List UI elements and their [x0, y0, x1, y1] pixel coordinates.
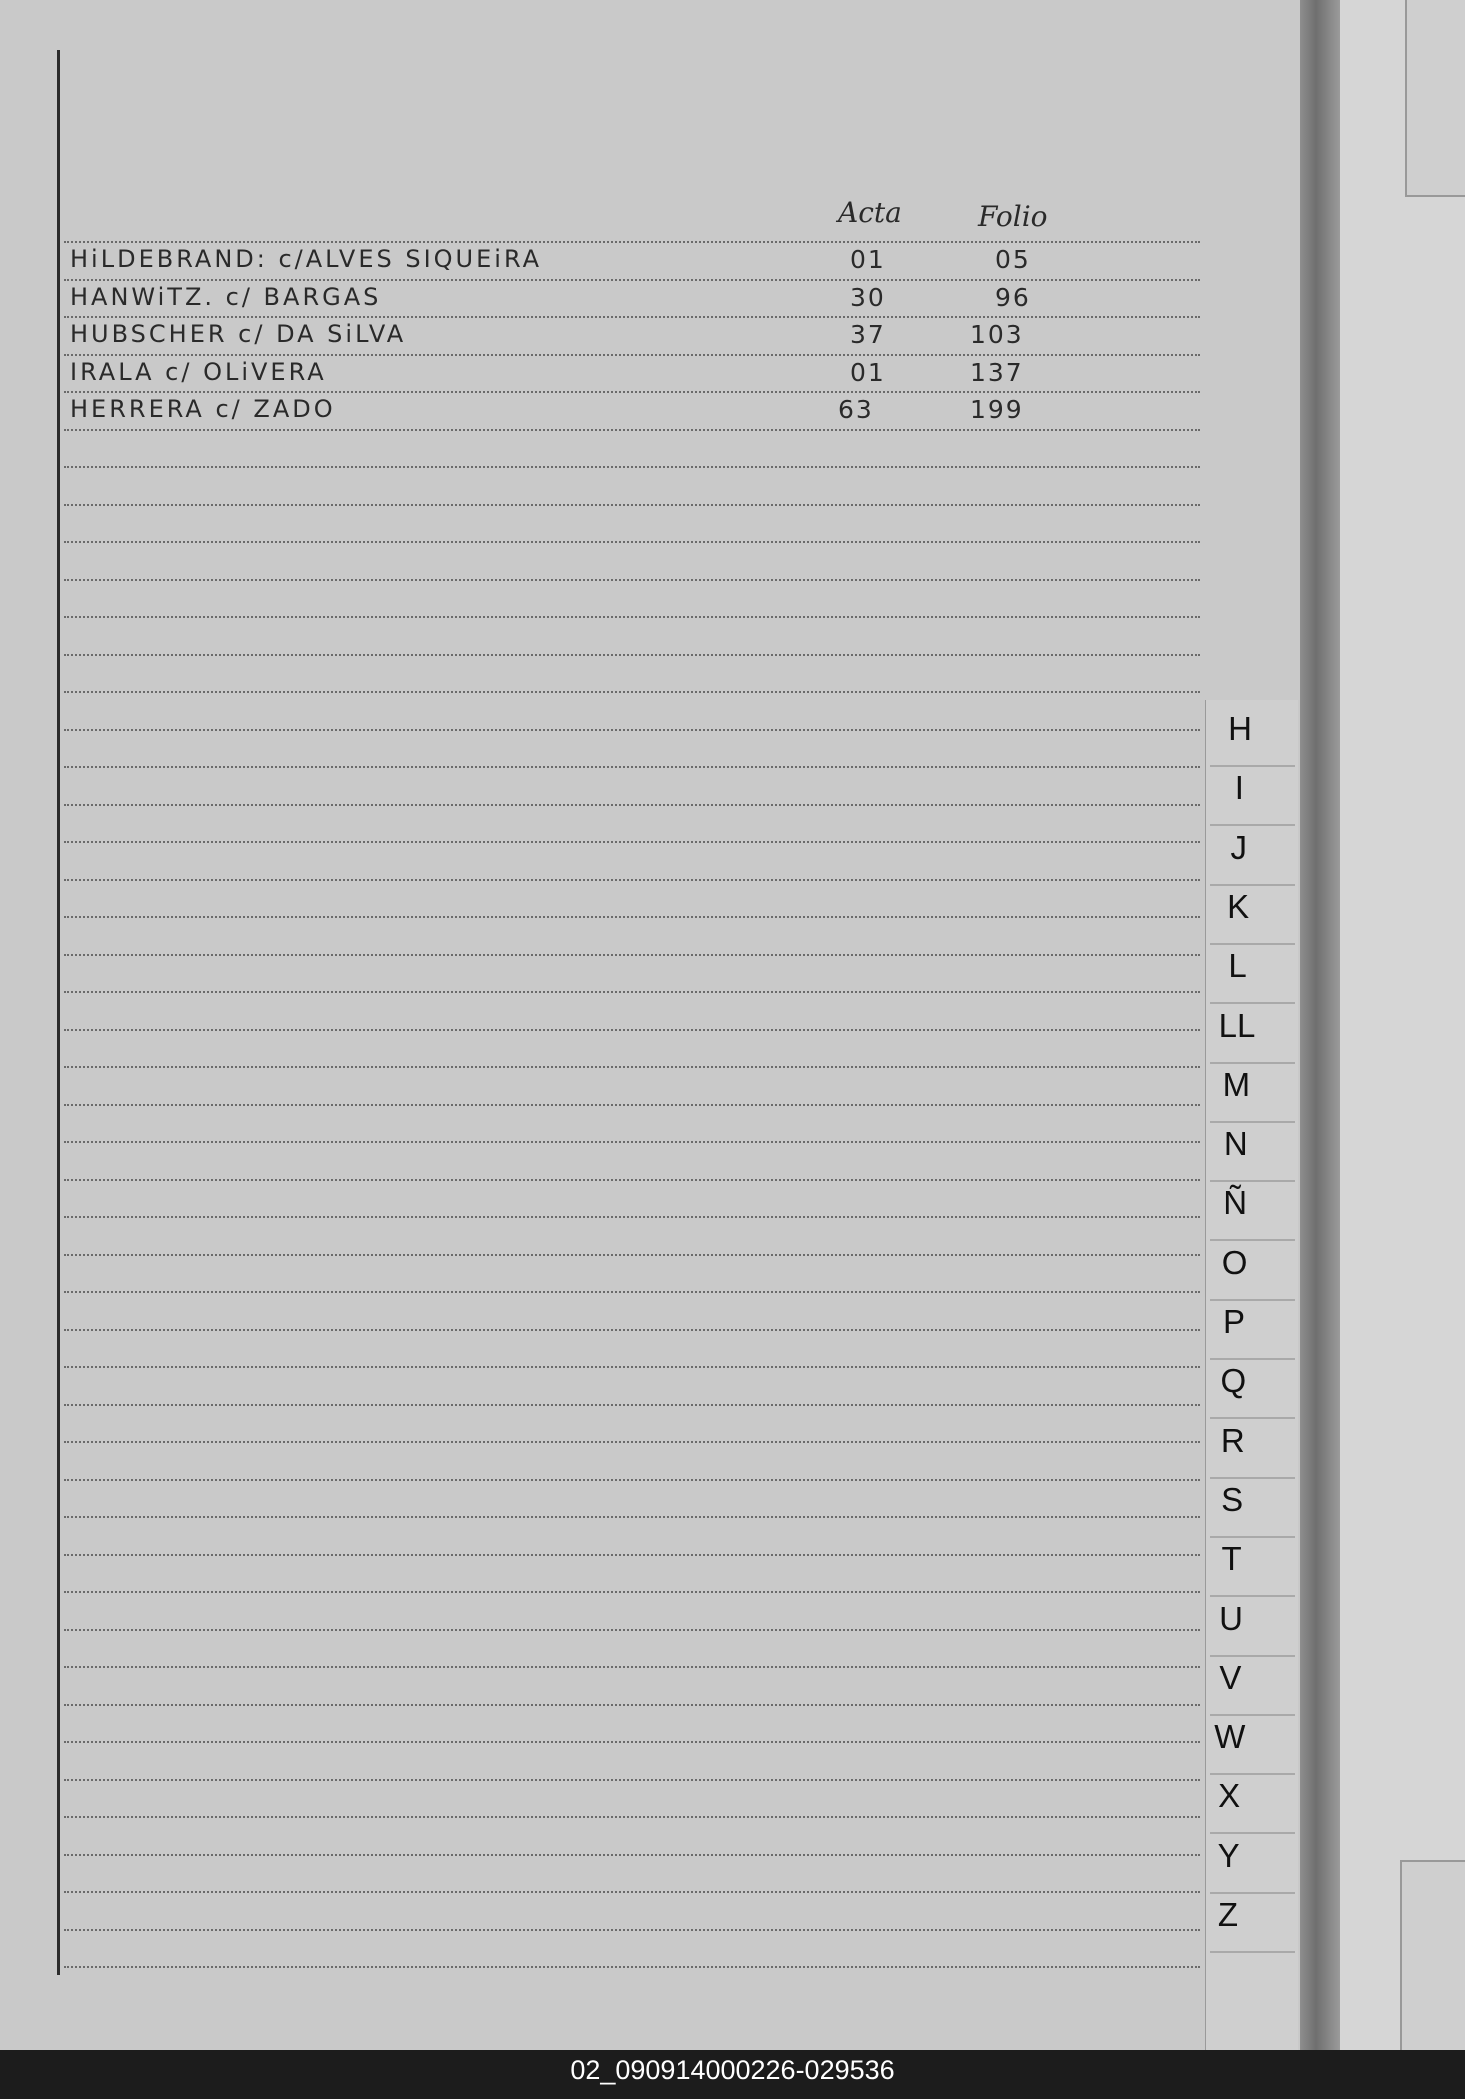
entry-folio: 103: [970, 320, 1024, 349]
book-cover: [1340, 0, 1465, 2050]
entry-name: HANWiTZ. c/ BARGAS: [70, 282, 382, 311]
tab-separator: [1210, 884, 1295, 886]
col-header-folio: Folio: [978, 200, 1048, 233]
index-tab[interactable]: N: [1223, 1125, 1248, 1163]
entry-folio: 05: [995, 245, 1031, 274]
tab-separator: [1210, 824, 1295, 826]
index-tab[interactable]: I: [1234, 769, 1244, 807]
ruled-line: [64, 429, 1200, 431]
tab-separator: [1210, 1595, 1295, 1597]
index-tab[interactable]: Y: [1217, 1836, 1240, 1874]
ruled-line: [64, 1741, 1200, 1743]
ruled-line: [64, 316, 1200, 318]
entry-acta: 01: [850, 357, 886, 387]
index-tab[interactable]: LL: [1218, 1006, 1256, 1044]
ruled-line: [64, 654, 1200, 656]
index-tab[interactable]: K: [1227, 887, 1250, 925]
tab-separator: [1210, 1951, 1295, 1953]
ruled-line: [64, 1704, 1200, 1706]
tab-separator: [1210, 1239, 1295, 1241]
ruled-line: [64, 1066, 1200, 1068]
ruled-line: [64, 391, 1200, 393]
ruled-line: [64, 729, 1200, 731]
ruled-line: [64, 1029, 1200, 1031]
ruled-line: [64, 579, 1200, 581]
ruled-line: [64, 1629, 1200, 1631]
tab-separator: [1210, 943, 1295, 945]
tab-separator: [1210, 1655, 1295, 1657]
ruled-line: [64, 1216, 1200, 1218]
ruled-line: [64, 354, 1200, 356]
index-tab[interactable]: Ñ: [1223, 1184, 1248, 1222]
tab-separator: [1210, 1714, 1295, 1716]
entry-acta: 37: [850, 320, 886, 349]
index-tab[interactable]: V: [1219, 1658, 1242, 1696]
index-tab[interactable]: T: [1221, 1540, 1242, 1578]
ruled-line: [64, 804, 1200, 806]
ruled-line: [64, 1516, 1200, 1518]
tab-separator: [1210, 1536, 1295, 1538]
ruled-line: [64, 1141, 1200, 1143]
ruled-line: [64, 1479, 1200, 1481]
index-tab[interactable]: X: [1218, 1777, 1241, 1815]
ruled-line: [64, 1591, 1200, 1593]
entry-name: IRALA c/ OLiVERA: [70, 357, 327, 386]
tab-separator: [1210, 1892, 1295, 1894]
entry-name: HUBSCHER c/ DA SiLVA: [70, 320, 407, 348]
entry-acta: 63: [838, 395, 874, 424]
margin-line: [57, 50, 60, 1975]
entry-folio: 137: [970, 357, 1024, 387]
ruled-line: [64, 1104, 1200, 1106]
ruled-line: [64, 466, 1200, 468]
tab-separator: [1210, 765, 1295, 767]
index-tab[interactable]: Z: [1217, 1896, 1239, 1933]
entry-name: HiLDEBRAND: c/ALVES SIQUEiRA: [70, 245, 543, 273]
ruled-line: [64, 1854, 1200, 1856]
tab-separator: [1210, 1477, 1295, 1479]
ruled-line: [64, 279, 1200, 281]
clip-bottom: [1400, 1860, 1465, 2052]
tab-separator: [1210, 1062, 1295, 1064]
index-tab[interactable]: W: [1214, 1718, 1246, 1756]
entry-folio: 199: [970, 395, 1024, 424]
ruled-line: [64, 1366, 1200, 1368]
ruled-line: [64, 1966, 1200, 1968]
ruled-line: [64, 916, 1200, 918]
ruled-line: [64, 616, 1200, 618]
ruled-line: [64, 841, 1200, 843]
ruled-line: [64, 766, 1200, 768]
index-tab[interactable]: M: [1222, 1065, 1251, 1103]
ruled-line: [64, 1816, 1200, 1818]
tab-separator: [1210, 1180, 1295, 1182]
ruled-line: [64, 1291, 1200, 1293]
ruled-line: [64, 1329, 1200, 1331]
clip-top: [1405, 0, 1465, 197]
tab-separator: [1210, 1417, 1295, 1419]
ruled-line: [64, 1441, 1200, 1443]
ruled-line: [64, 1929, 1200, 1931]
index-tab[interactable]: J: [1230, 828, 1248, 866]
ruled-line: [64, 1891, 1200, 1893]
ruled-line: [64, 1666, 1200, 1668]
ruled-line: [64, 879, 1200, 881]
ruled-line: [64, 1404, 1200, 1406]
entry-acta: 30: [850, 282, 886, 312]
ruled-line: [64, 541, 1200, 543]
tab-separator: [1210, 1121, 1295, 1123]
col-header-acta: Acta: [838, 196, 902, 229]
image-id-label: 02_090914000226-029536: [570, 2055, 895, 2085]
index-tab[interactable]: O: [1221, 1243, 1248, 1281]
entry-folio: 96: [995, 282, 1031, 312]
index-tab[interactable]: H: [1228, 710, 1252, 747]
ruled-line: [64, 504, 1200, 506]
tab-separator: [1210, 1358, 1295, 1360]
ruled-line: [64, 1254, 1200, 1256]
index-tab[interactable]: L: [1228, 947, 1247, 985]
tab-separator: [1210, 1773, 1295, 1775]
ruled-line: [64, 991, 1200, 993]
index-tab[interactable]: Q: [1220, 1362, 1247, 1400]
entry-name: HERRERA c/ ZADO: [70, 395, 336, 423]
index-tab[interactable]: R: [1220, 1421, 1245, 1459]
ruled-line: [64, 1554, 1200, 1556]
ruled-line: [64, 241, 1200, 243]
ruled-line: [64, 691, 1200, 693]
book-binding: [1300, 0, 1340, 2050]
index-tab[interactable]: P: [1222, 1303, 1245, 1340]
tab-separator: [1210, 1832, 1295, 1834]
tab-separator: [1210, 1299, 1295, 1301]
index-tab[interactable]: S: [1221, 1480, 1244, 1518]
ruled-line: [64, 954, 1200, 956]
ruled-line: [64, 1179, 1200, 1181]
entry-acta: 01: [850, 245, 886, 274]
tab-separator: [1210, 1002, 1295, 1004]
ruled-line: [64, 1779, 1200, 1781]
index-tab[interactable]: U: [1219, 1599, 1243, 1637]
